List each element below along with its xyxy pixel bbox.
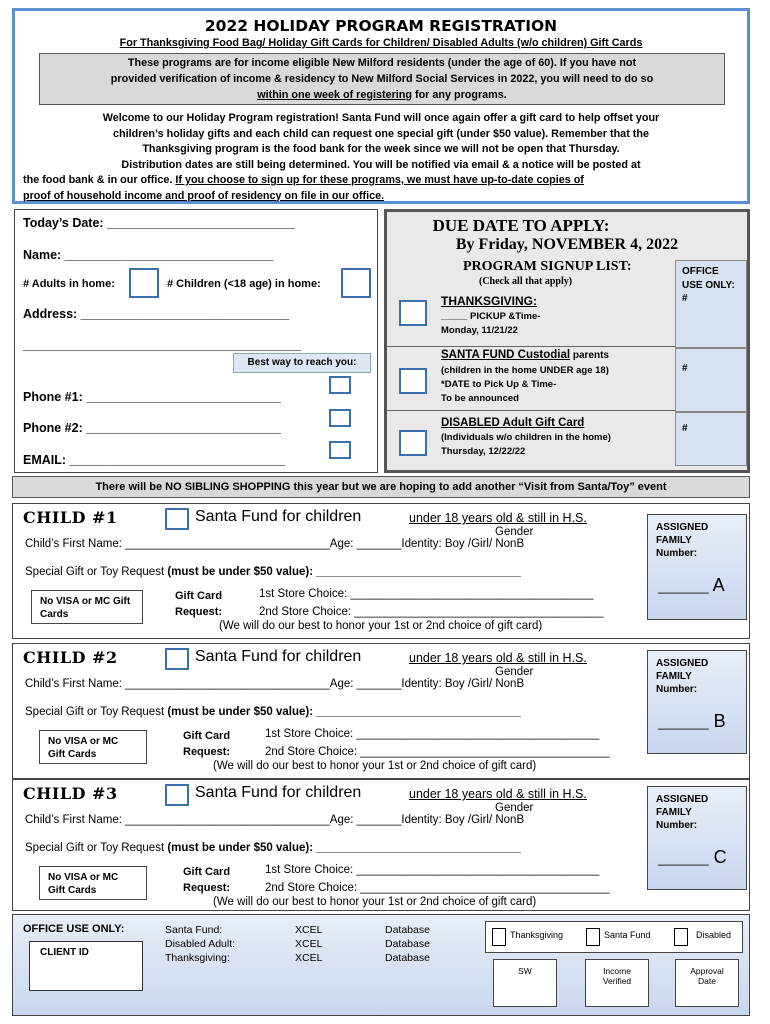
- honor-note: (We will do our best to honor your 1st or 2nd choice of gift card): [213, 760, 537, 772]
- santa-office-box: #: [675, 348, 747, 412]
- due-date: By Friday, NOVEMBER 4, 2022: [455, 236, 679, 253]
- todays-date-field[interactable]: Today’s Date: ___________________________: [23, 216, 295, 230]
- child-title: CHILD #2: [23, 648, 118, 667]
- family-letter: A: [712, 575, 725, 595]
- name-field[interactable]: Name: ______________________________: [23, 248, 274, 262]
- due-date-box: DUE DATE TO APPLY: By Friday, NOVEMBER 4, 2022 PROGRAM SIGNUP LIST: (Check all that apply) OFFICE USE ONLY: # THANKSGIVING: _____ PICKUP &Time- Monday, 11/21/22 # SANTA FUND Custodial parents (children in the home UNDER age 18) *DATE to Pick Up & Time- To be announced # DISABLED Adult Gift Card (Individuals w/o children in the home) Thursday, 12/22/22: [384, 209, 750, 473]
- gift-card-label: Gift Card Request:: [175, 590, 223, 618]
- thanksgiving-checkbox[interactable]: [399, 300, 427, 326]
- eligibility-notice: These programs are for income eligible New Milford residents (under the age of 60). If you have not provided verification of income & residency to New Milford Social Services in 2022, you will need to do so within one week of registering for any programs.: [39, 53, 725, 105]
- phone1-checkbox[interactable]: [329, 376, 351, 394]
- client-id-box[interactable]: CLIENT ID: [29, 941, 143, 991]
- santa-fund-checkbox[interactable]: [399, 368, 427, 394]
- disabled-title: DISABLED Adult Gift Card: [441, 417, 585, 429]
- santa-fund-label: Santa Fund for children: [195, 648, 362, 665]
- assigned-family-box: ASSIGNED FAMILY Number: _______ C: [647, 786, 747, 890]
- assigned-family-box: ASSIGNED FAMILY Number: _______ A: [647, 514, 747, 620]
- santa-fund-label: Santa Fund for children: [195, 784, 362, 801]
- office-use-box: OFFICE USE ONLY: #: [675, 260, 747, 348]
- child-title: CHILD #1: [23, 508, 118, 527]
- gift-card-label: Gift Card Request:: [183, 730, 231, 758]
- disabled-checkbox[interactable]: [399, 430, 427, 456]
- office-use-label: OFFICE USE ONLY:: [23, 923, 125, 935]
- email-field[interactable]: EMAIL: _______________________________: [23, 453, 286, 467]
- office-use-footer: OFFICE USE ONLY: CLIENT ID Santa Fund: Disabled Adult: Thanksgiving: XCEL XCEL XCEL Database Database Database Thanksgiving Santa Fund Disabled SW Income Verified Approval Date: [12, 914, 750, 1016]
- phone2-checkbox[interactable]: [329, 409, 351, 427]
- applicant-info-box: [14, 209, 378, 473]
- address-field[interactable]: Address: ______________________________: [23, 307, 290, 321]
- store-choice-2-field[interactable]: 2nd Store Choice: _______________________________________: [265, 746, 610, 758]
- sw-box[interactable]: SW: [493, 959, 557, 1007]
- honor-note: (We will do our best to honor your 1st or 2nd choice of gift card): [219, 620, 543, 632]
- income-verified-box[interactable]: Income Verified: [585, 959, 649, 1007]
- children-label: # Children (<18 age) in home:: [167, 278, 321, 290]
- child-title: CHILD #3: [23, 784, 118, 803]
- store-choice-2-field[interactable]: 2nd Store Choice: _______________________________________: [259, 606, 604, 618]
- child-first-name-field[interactable]: Child’s First Name: ________________________________Age: _______Identity: Boy /Girl/ NonB: [25, 538, 525, 550]
- approval-date-box[interactable]: Approval Date: [675, 959, 739, 1007]
- special-gift-field[interactable]: Special Gift or Toy Request (must be under $50 value): ________________________________: [25, 566, 521, 578]
- assigned-family-box: ASSIGNED FAMILY Number: _______ B: [647, 650, 747, 754]
- signup-list-title: PROGRAM SIGNUP LIST:: [463, 259, 632, 274]
- store-choice-1-field[interactable]: 1st Store Choice: ______________________________________: [265, 728, 600, 740]
- phone1-field[interactable]: Phone #1: ____________________________: [23, 390, 281, 404]
- store-choice-2-field[interactable]: 2nd Store Choice: _______________________________________: [265, 882, 610, 894]
- office-thanksgiving-checkbox[interactable]: [492, 928, 506, 946]
- office-programs: Santa Fund: Disabled Adult: Thanksgiving:: [165, 924, 236, 964]
- check-all-note: (Check all that apply): [479, 276, 573, 287]
- child-section-1: CHILD #1 Santa Fund for children under 18 years old & still in H.S. Gender Child’s First Name: ________________________________Age: _______Identity: Boy /Girl/ NonB Special Gift or Toy Request (must be under $50 value): ________________________________ No VISA or MC Gift Cards Gift Card Request: 1st Store Choice: ______________________________________ 2nd Store Choice: _______________________________________ (We will do our best to honor your 1st or 2nd choice of gift card) ASSIGNED FAMILY Number: _______ A: [12, 503, 750, 639]
- sibling-note: There will be NO SIBLING SHOPPING this year but we are hoping to add another “Visit from Santa/Toy” event: [12, 476, 750, 498]
- adults-label: # Adults in home:: [23, 278, 115, 290]
- santa-fund-child-checkbox[interactable]: [165, 648, 189, 670]
- header-box: [12, 8, 750, 204]
- no-visa-note: No VISA or MC Gift Cards: [39, 866, 147, 900]
- family-letter: B: [713, 711, 726, 731]
- office-disabled-checkbox[interactable]: [674, 928, 688, 946]
- child-section-3: CHILD #3 Santa Fund for children under 18 years old & still in H.S. Gender Child’s First Name: ________________________________Age: _______Identity: Boy /Girl/ NonB Special Gift or Toy Request (must be under $50 value): ________________________________ No VISA or MC Gift Cards Gift Card Request: 1st Store Choice: ______________________________________ 2nd Store Choice: _______________________________________ (We will do our best to honor your 1st or 2nd choice of gift card) ASSIGNED FAMILY Number: _______ C: [12, 779, 750, 911]
- disabled-office-box: #: [675, 412, 747, 466]
- store-choice-1-field[interactable]: 1st Store Choice: ______________________________________: [265, 864, 600, 876]
- honor-note: (We will do our best to honor your 1st or 2nd choice of gift card): [213, 896, 537, 908]
- email-checkbox[interactable]: [329, 441, 351, 459]
- child-first-name-field[interactable]: Child’s First Name: ________________________________Age: _______Identity: Boy /Girl/ NonB: [25, 678, 525, 690]
- best-way-label: Best way to reach you:: [233, 353, 371, 373]
- page-title: 2022 HOLIDAY PROGRAM REGISTRATION: [204, 17, 558, 35]
- welcome-text: Welcome to our Holiday Program registration! Santa Fund will once again offer a gift card to help offset your children’s holiday gifts and each child can request one special gift (under $50 value). Remember that the Thanksgiving program is the food bank for the week since we will not be open that Thursday. Distribution dates are still being determined. You will be notified via email & a notice will be posted at the food bank & in our office. If you choose to sign up for these programs, we must have up-to-date copies of proof of household income and proof of residency on file in our office.: [23, 112, 660, 202]
- special-gift-field[interactable]: Special Gift or Toy Request (must be under $50 value): ________________________________: [25, 706, 521, 718]
- store-choice-1-field[interactable]: 1st Store Choice: ______________________________________: [259, 588, 594, 600]
- thanksgiving-title: THANKSGIVING:: [441, 294, 537, 308]
- special-gift-field[interactable]: Special Gift or Toy Request (must be under $50 value): ________________________________: [25, 842, 521, 854]
- santa-fund-title: SANTA FUND Custodial parents: [441, 349, 609, 361]
- no-visa-note: No VISA or MC Gift Cards: [31, 590, 143, 624]
- phone2-field[interactable]: Phone #2: ____________________________: [23, 421, 281, 435]
- no-visa-note: No VISA or MC Gift Cards: [39, 730, 147, 764]
- page-subtitle: For Thanksgiving Food Bag/ Holiday Gift Cards for Children/ Disabled Adults (w/o children) Gift Cards: [119, 37, 643, 49]
- family-letter: C: [713, 847, 727, 867]
- santa-fund-label: Santa Fund for children: [195, 508, 362, 525]
- santa-fund-child-checkbox[interactable]: [165, 784, 189, 806]
- santa-fund-child-checkbox[interactable]: [165, 508, 189, 530]
- children-count-box[interactable]: [341, 268, 371, 298]
- due-date-title: DUE DATE TO APPLY:: [432, 216, 610, 235]
- office-santa-checkbox[interactable]: [586, 928, 600, 946]
- adults-count-box[interactable]: [129, 268, 159, 298]
- address-line2-field[interactable]: ________________________________________: [23, 338, 302, 352]
- gift-card-label: Gift Card Request:: [183, 866, 231, 894]
- child-first-name-field[interactable]: Child’s First Name: ________________________________Age: _______Identity: Boy /Girl/ NonB: [25, 814, 525, 826]
- child-section-2: CHILD #2 Santa Fund for children under 18 years old & still in H.S. Gender Child’s First Name: ________________________________Age: _______Identity: Boy /Girl/ NonB Special Gift or Toy Request (must be under $50 value): ________________________________ No VISA or MC Gift Cards Gift Card Request: 1st Store Choice: ______________________________________ 2nd Store Choice: _______________________________________ (We will do our best to honor your 1st or 2nd choice of gift card) ASSIGNED FAMILY Number: _______ B: [12, 643, 750, 779]
